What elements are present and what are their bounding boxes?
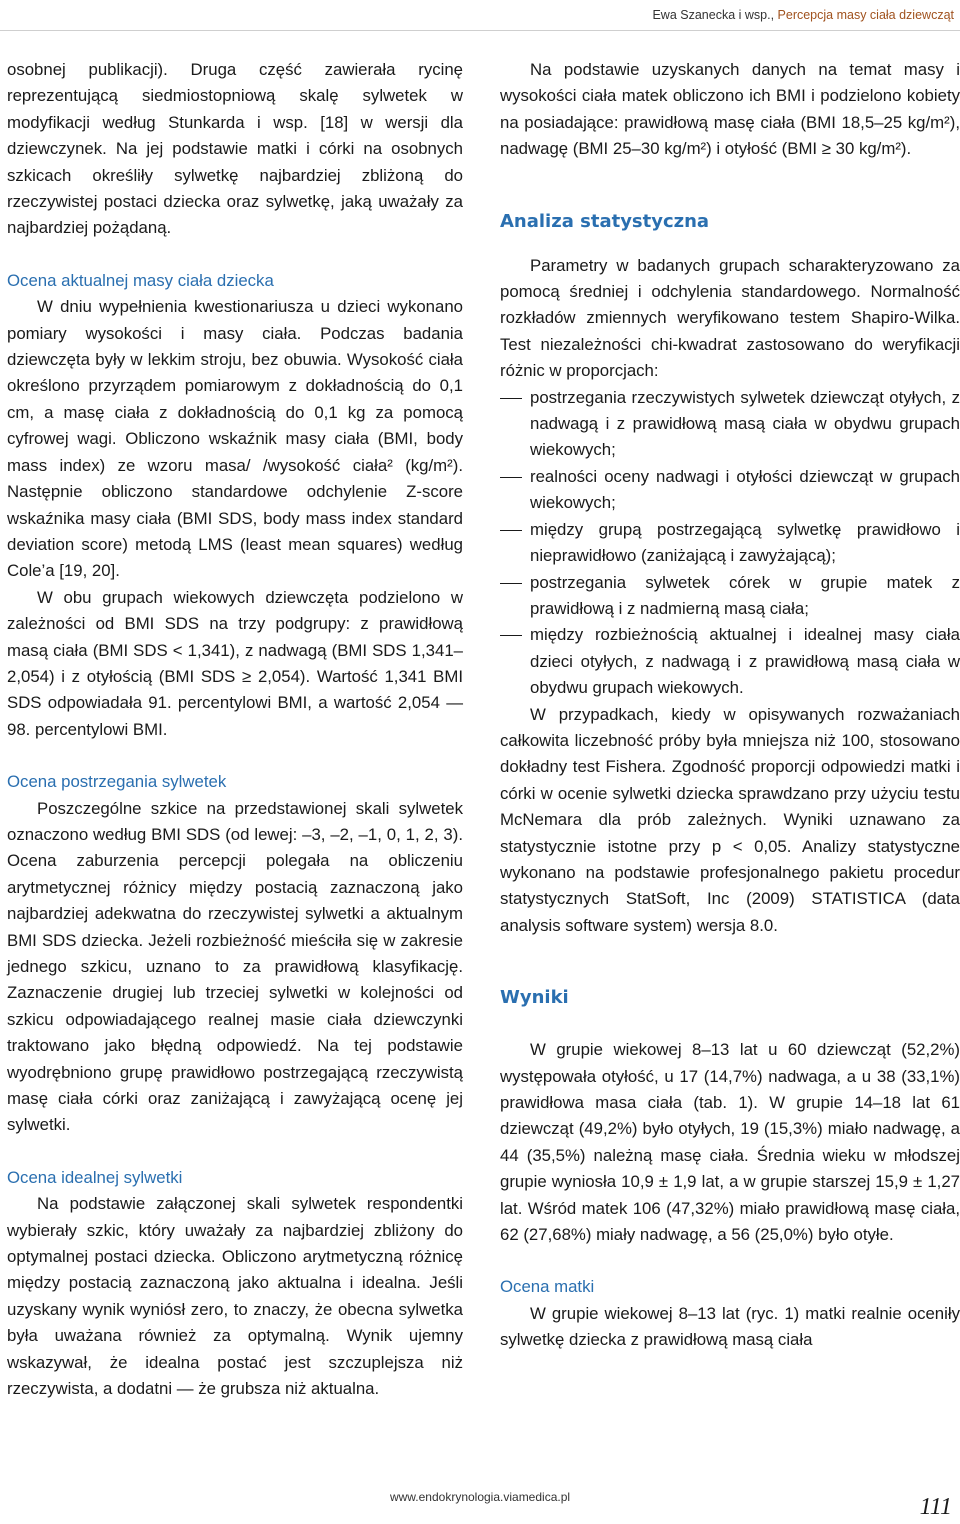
paragraph: W przypadkach, kiedy w opisywanych rozważaniach całkowita liczebność próby była mniejsza niż 100, stosowano dokładny test Fishera. Zgodność proporcji odpowiedzi matki i córki w ocenie sylwetki dziecka sprawdzano przy użyciu testu McNemara dla prób zależnych. Wyniki uznawano za statystycznie istotne przy p < 0,05. Analizy statystyczne wykonano na podstawie profesjonalnego pakietu procedur statystycznych StatSoft, Inc (2009) STATISTICA (data analysis software system) wersja 8.0.: [500, 704, 960, 935]
paragraph: Na podstawie uzyskanych danych na temat masy i wysokości ciała matek obliczono ich BMI i podzielono kobiety na posiadające: prawidłową masę ciała (BMI 18,5–25 kg/m²), nadwagę (BMI 25–30 kg/m²) i otyłość (BMI ≥ 30 kg/m²).: [500, 60, 960, 159]
right-column: [500, 57, 960, 1354]
footer-url: www.endokrynologia.viamedica.pl: [389, 1490, 571, 1504]
section-heading: Wyniki: [500, 987, 569, 1009]
list-item: między grupą postrzegającą sylwetkę prawidłowo i nieprawidłowo (zaniżającą i zawyżającą);: [500, 517, 960, 570]
section-heading: Ocena idealnej sylwetki: [7, 1167, 183, 1187]
list-item: realności oceny nadwagi i otyłości dziewcząt w grupach wiekowych;: [500, 464, 960, 517]
page-number: 111: [919, 1494, 952, 1520]
header-title: Percepcja masy ciała dziewcząt: [777, 8, 954, 22]
header-text: [652, 8, 954, 22]
section-heading: Ocena postrzegania sylwetek: [7, 772, 227, 792]
dash-list: [500, 385, 960, 702]
section-heading: Analiza statystyczna: [500, 210, 710, 232]
paragraph: W grupie wiekowej 8–13 lat u 60 dziewcząt (52,2%) występowała otyłość, u 17 (14,7%) nadwaga, a u 38 (33,1%) prawidłowa masa ciała (tab. 1). W grupie 14–18 lat 61 dziewcząt (49,2%) było otyłych, 19 (15,3%) miało nadwagę, a 44 (35,5%) należną masę ciała. Średnia wieku w młodszej grupie wyniosła 10,9 ± 1,9 lat, a w grupie starszej 15,9 ± 1,27 lat. Wśród matek 106 (47,32%) miało prawidłową masę ciała, 62 (27,68%) miały nadwagę, a 56 (25,0%) było otyłe.: [500, 1040, 960, 1245]
paragraph: W dniu wypełnienia kwestionariusza u dzieci wykonano pomiary wysokości i masy ciała. Podczas badania dziewczęta były w lekkim stroju, bez obuwia. Wysokość ciała określono przyrządem pomiarowym z dokładnością do 0,1 cm, a masę ciała z dokładnością do 0,1 kg za pomocą cyfrowej wagi. Obliczono wskaźnik masy ciała (BMI, body mass index) ze wzoru masa/ /wysokość ciała² (kg/m²). Następnie obliczono standardowe odchylenie Z-score wskaźnika masy ciała (BMI SDS, body mass index standard deviation score) metodą LMS (least mean squares) według Cole’a [19, 20].: [7, 297, 463, 581]
header-author: Ewa Szanecka i wsp.,: [652, 8, 778, 22]
list-item: postrzegania rzeczywistych sylwetek dziewcząt otyłych, z nadwagą i z prawidłową masą ciała w obydwu grupach wiekowych;: [500, 385, 960, 464]
list-item: między rozbieżnością aktualnej i idealnej masy ciała dzieci otyłych, z nadwagą i z prawidłową masą ciała w obydwu grupach wiekowych.: [500, 622, 960, 701]
section-heading: Ocena aktualnej masy ciała dziecka: [7, 270, 274, 290]
section-heading: Ocena matki: [500, 1277, 595, 1297]
paragraph: Poszczególne szkice na przedstawionej skali sylwetek oznaczono według BMI SDS (od lewej: –3, –2, –1, 0, 1, 2, 3). Ocena zaburzenia percepcji polegała na obliczeniu arytmetycznej różnicy między postacią zaznaczoną jako najbardziej adekwatna do rzeczywistej sylwetki a aktualnym BMI SDS dziecka. Jeżeli rozbieżność mieściła się w zakresie jednego szkicu, uznano to za prawidłową klasyfikację. Zaznaczenie drugiej lub trzeciej sylwetki w kolejności od szkicu odpowiadającego realnej masie ciała dziewczynki traktowano jako błędną odpowiedź. Na tej podstawie wyodrębniono grupę prawidłowo postrzegającą rzeczywistą masę ciała córki oraz zaniżającą i zawyżającą ocenę jej sylwetki.: [7, 798, 463, 1135]
paragraph: W grupie wiekowej 8–13 lat (ryc. 1) matki realnie oceniły sylwetkę dziecka z prawidłową masą ciała: [500, 1303, 960, 1350]
paragraph: osobnej publikacji). Druga część zawierała rycinę reprezentującą siedmiostopniową skalę sylwetek w modyfikacji według Stunkarda i wsp. [18] w wersji dla dziewczynek. Na jej podstawie matki i córki na osobnych szkicach określiły sylwetkę najbardziej zbliżoną do rzeczywistej postaci dziecka oraz sylwetkę, jaką uważały za najbardziej pożądaną.: [7, 60, 463, 238]
paragraph: Na podstawie załączonej skali sylwetek respondentki wybierały szkic, który uważały za najbardziej zbliżony do optymalnej postaci dziecka. Obliczono arytmetyczną różnicę między postacią zaznaczoną jako aktualna i idealna. Jeśli uzyskany wynik wyniósł zero, to znaczy, że obecna sylwetka była uważana również za optymalną. Wynik ujemny wskazywał, że idealna postać jest szczuplejsza niż rzeczywista, a dodatni — że grubsza niż aktualna.: [7, 1194, 463, 1399]
left-column: [7, 57, 463, 1403]
list-item: postrzegania sylwetek córek w grupie matek z prawidłową i z nadmierną masą ciała;: [500, 570, 960, 623]
paragraph: Parametry w badanych grupach scharakteryzowano za pomocą średniej i odchylenia standardowego. Normalność rozkładów zmiennych weryfikowano testem Shapiro-Wilka. Test niezależności chi-kwadrat zastosowano do weryfikacji różnic w proporcjach:: [500, 255, 960, 381]
paragraph: W obu grupach wiekowych dziewczęta podzielono w zależności od BMI SDS na trzy podgrupy: z prawidłową masą ciała (BMI SDS < 1,341), z nadwagą (BMI SDS 1,341–2,054) i z otyłością (BMI SDS ≥ 2,054). Wartość 1,341 BMI SDS odpowiadała 91. percentylowi BMI, a wartość 2,054 — 98. percentylowi BMI.: [7, 587, 463, 739]
running-header: [0, 0, 960, 31]
